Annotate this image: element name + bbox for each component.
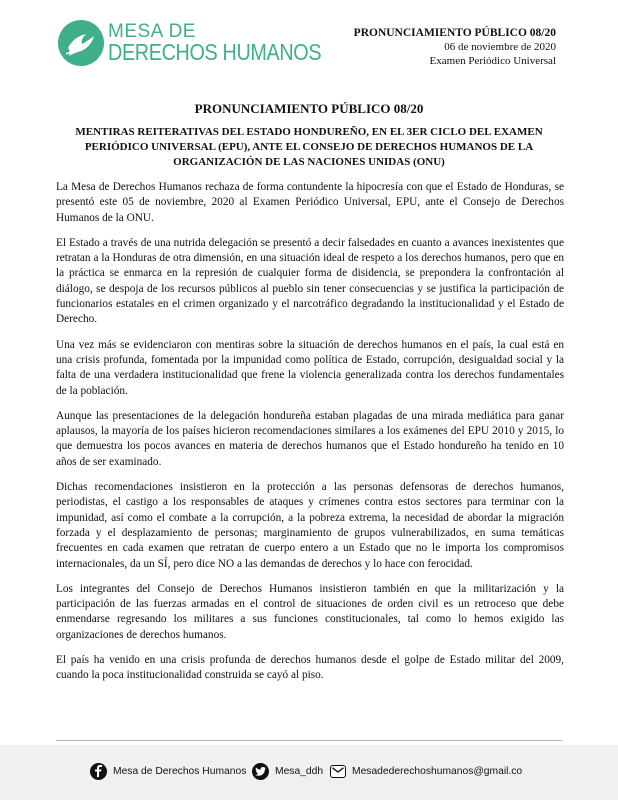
footer-twitter-link[interactable] [252, 761, 323, 781]
email-label: Mesadederechoshumanos@gmail.co [352, 765, 523, 777]
twitter-label: Mesa_ddh [275, 765, 324, 777]
paragraph-6: Los integrantes del Consejo de Derechos Humanos insistieron también en que la militarización y la participación de las fuerzas armadas en el control de situaciones de orden civil es un retroceso que debe enmendarse regresando los militares a sus funciones constitucionales, tal como lo hemos exigido las organizaciones de derechos humanos. [56, 582, 564, 641]
paragraph-2: El Estado a través de una nutrida delegación se presentó a decir falsedades en cuanto a avances inexistentes que retratan a la Honduras de otra dimensión, en una situación ideal de respeto a los derechos humanos, pero que en la práctica se enmarca en la represión de cualquier forma de disidencia, se prepondera la confrontación al diálogo, se despoja de los recursos públicos al pueblo sin tener consecuencias y se justifica la participación de funcionarios estatales en el crimen organizado y el narcotráfico degradando la institucionalidad y el Estado de Derecho. [56, 236, 564, 326]
document-subtitle: MENTIRAS REITERATIVAS DEL ESTADO HONDUREÑO, EN EL 3ER CICLO DEL EXAMEN PERIÓDICO UNIVERSAL (EPU), ANTE EL CONSEJO DE DERECHOS HUMANOS DE LA ORGANIZACIÓN DE LAS NACIONES UNIDAS (ONU) [75, 126, 543, 168]
paragraph-1: La Mesa de Derechos Humanos rechaza de forma contundente la hipocresía con que el Estado de Honduras, se presentó este 05 de noviembre, 2020 al Examen Periódico Universal, EPU, ante el Consejo de Derechos Humanos de la ONU. [56, 181, 564, 224]
header-info [354, 26, 556, 68]
footer-facebook-link[interactable] [90, 761, 246, 781]
header-title: PRONUNCIAMIENTO PÚBLICO 08/20 [353, 27, 556, 39]
paragraph-7: El país ha venido en una crisis profunda de derechos humanos desde el golpe de Estado militar del 2009, cuando la poca institucionalidad construida se cayó al piso. [56, 654, 564, 682]
paragraph-4: Aunque las presentaciones de la delegación hondureña estaban plagadas de una mirada mediática para ganar aplausos, la mayoría de los países hicieron recomendaciones similares a los exámenes del EPU 2010 y 2015, lo que demuestra los pocos avances en materia de derechos humanos que el Estado hondureño ha tenido en 10 años de ser examinado. [56, 409, 564, 468]
document-title: PRONUNCIAMIENTO PÚBLICO 08/20 [194, 101, 424, 116]
email-icon [330, 765, 346, 778]
footer-email-link[interactable] [330, 761, 522, 781]
header-subject: Examen Periódico Universal [429, 55, 556, 67]
document-body [56, 180, 564, 694]
logo [58, 20, 322, 70]
logo-line2: DERECHOS HUMANOS [108, 39, 322, 65]
header-date: 06 de noviembre de 2020 [444, 41, 556, 53]
facebook-icon [90, 763, 107, 780]
facebook-label: Mesa de Derechos Humanos [113, 765, 247, 777]
paragraph-5: Dichas recomendaciones insistieron en la protección a las personas defensoras de derechos humanos, periodistas, el castigo a los responsables de ataques y crímenes contra estos sectores para terminar con la impunidad, así como el combate a la corrupción, a la pobreza extrema, la necesidad de abordar la migración forzada y el desplazamiento de personas; marginamiento de grupos vulnerabilizados, en suma temáticas frecuentes en cada examen que retratan de cuerpo entero a un Estado que no le importa los compromisos internacionales, da un SÍ, pero dice NO a las demandas de derechos y lo hace con ferocidad. [56, 481, 564, 570]
logo-line1: MESA DE [108, 21, 196, 42]
footer-divider [56, 740, 562, 741]
dove-logo-icon [58, 20, 104, 66]
twitter-icon [252, 763, 269, 780]
paragraph-3: Una vez más se evidenciaron con mentiras sobre la situación de derechos humanos en el país, la cual está en una crisis profunda, fomentada por la impunidad como política de Estado, corrupción, desigualdad social y la falta de una verdadera institucionalidad que frene la violencia generalizada contra los derechos fundamentales de la población. [56, 338, 564, 397]
